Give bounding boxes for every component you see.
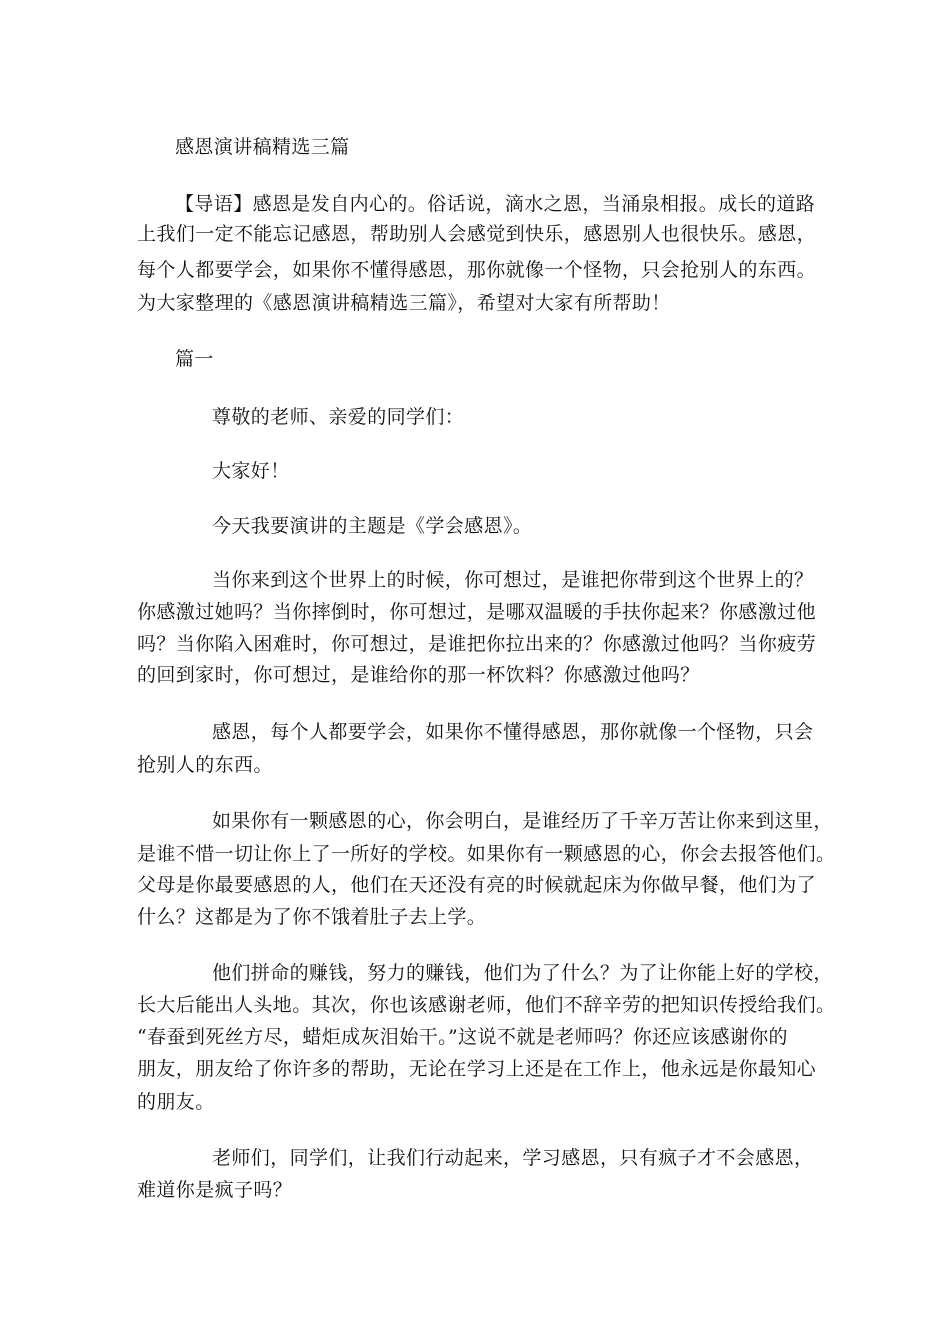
- greeting: 大家好！: [212, 460, 290, 482]
- paragraph-line: 他们拼命的赚钱，努力的赚钱，他们为了什么？为了让你能上好的学校，: [212, 962, 833, 984]
- paragraph-line: 抢别人的东西。: [137, 754, 273, 776]
- paragraph-line: 吗？当你陷入困难时，你可想过，是谁把你拉出来的？你感激过他吗？当你疲劳: [137, 633, 817, 655]
- intro-line: 每个人都要学会，如果你不懂得感恩，那你就像一个怪物，只会抢别人的东西。: [137, 259, 817, 281]
- paragraph-line: 长大后能出人头地。其次，你也该感谢老师，他们不辞辛劳的把知识传授给我们。: [137, 994, 836, 1016]
- paragraph-line: 是谁不惜一切让你上了一所好的学校。如果你有一颗感恩的心，你会去报答他们。: [137, 843, 836, 865]
- intro-line: 【导语】感恩是发自内心的。俗话说，滴水之恩，当涌泉相报。成长的道路: [175, 193, 816, 215]
- document-title: 感恩演讲稿精选三篇: [175, 136, 350, 158]
- paragraph-line: 的回到家时，你可想过，是谁给你的那一杯饮料？你感激过他吗？: [137, 664, 700, 686]
- paragraph-line: 感恩，每个人都要学会，如果你不懂得感恩，那你就像一个怪物，只会: [212, 721, 814, 743]
- paragraph-line: 朋友，朋友给了你许多的帮助，无论在学习上还是在工作上，他永远是你最知心: [137, 1058, 817, 1080]
- salutation: 尊敬的老师、亲爱的同学们：: [212, 406, 465, 428]
- intro-line: 为大家整理的《感恩演讲稿精选三篇》，希望对大家有所帮助！: [137, 292, 671, 314]
- paragraph-line: 如果你有一颗感恩的心，你会明白，是谁经历了千辛万苦让你来到这里，: [212, 810, 833, 832]
- paragraph-line: 的朋友。: [137, 1091, 215, 1113]
- paragraph-line: 什么？这都是为了你不饿着肚子去上学。: [137, 906, 487, 928]
- section-heading: 篇一: [175, 348, 214, 370]
- paragraph-line: 难道你是疯子吗？: [137, 1179, 293, 1201]
- topic-line: 今天我要演讲的主题是《学会感恩》。: [212, 515, 533, 537]
- intro-line: 上我们一定不能忘记感恩，帮助别人会感觉到快乐，感恩别人也很快乐。感恩，: [137, 223, 817, 245]
- paragraph-line: 老师们，同学们，让我们行动起来，学习感恩，只有疯子才不会感恩，: [212, 1147, 814, 1169]
- paragraph-line: 父母是你最要感恩的人，他们在天还没有亮的时候就起床为你做早餐，他们为了: [137, 874, 817, 896]
- paragraph-line: “春蚕到死丝方尽，蜡炬成灰泪始干。”这说不就是老师吗？你还应该感谢你的: [137, 1026, 788, 1048]
- paragraph-line: 当你来到这个世界上的时候，你可想过，是谁把你带到这个世界上的？: [212, 569, 814, 591]
- paragraph-line: 你感激过她吗？当你摔倒时，你可想过，是哪双温暖的手扶你起来？你感激过他: [137, 601, 817, 623]
